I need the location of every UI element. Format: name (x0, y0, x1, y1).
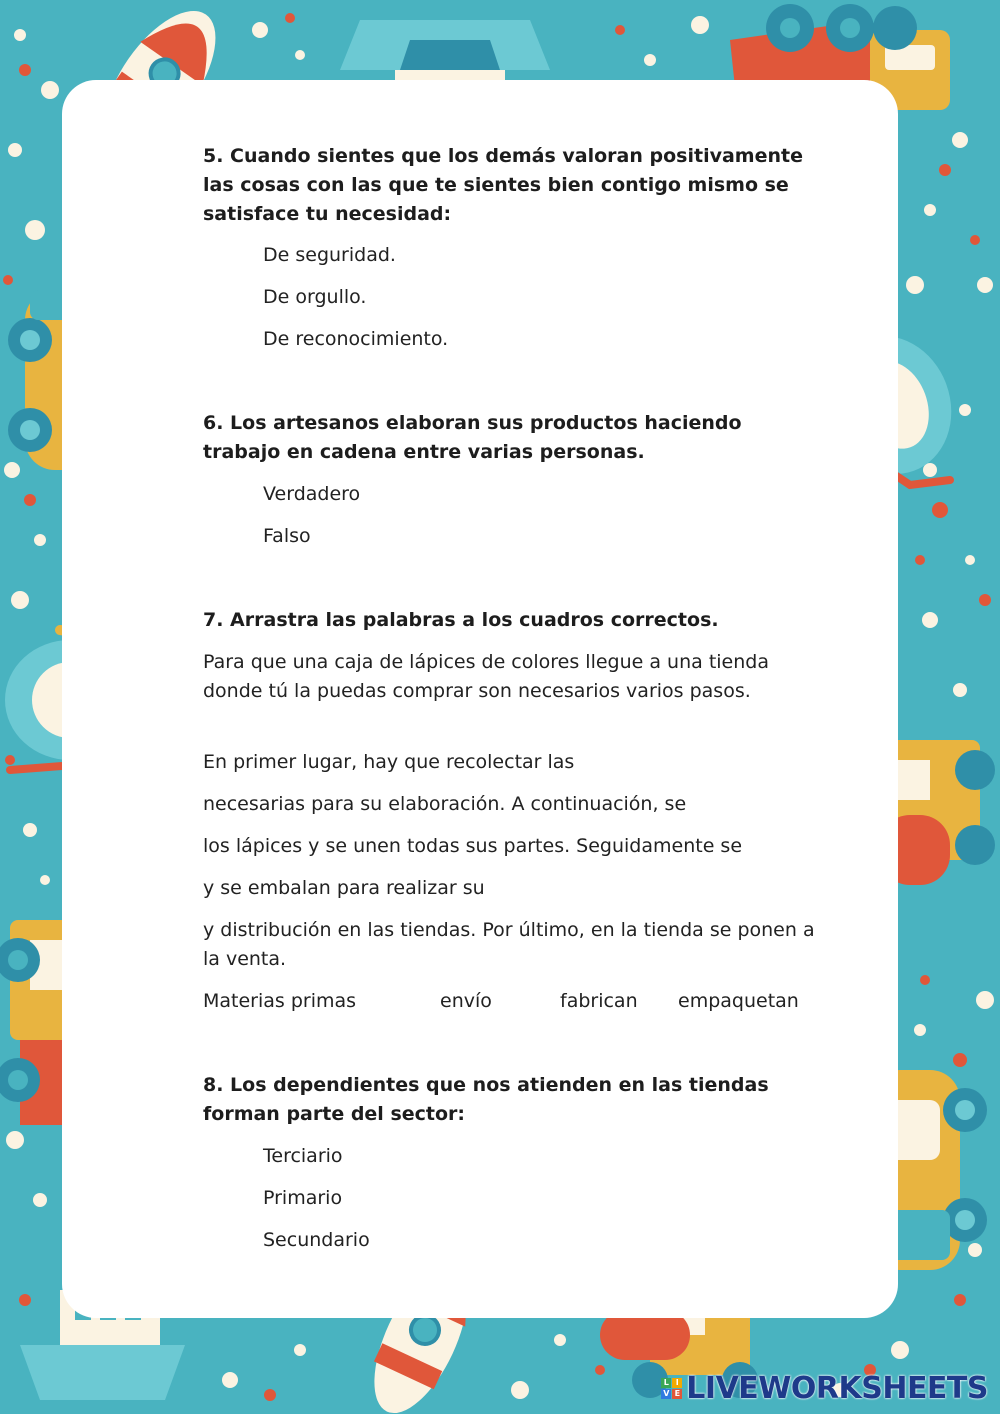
question-7-line-2: necesarias para su elaboración. A continuación, se (203, 793, 687, 815)
question-5-option-3[interactable]: De reconocimiento. (263, 328, 449, 350)
question-6-option-true[interactable]: Verdadero (263, 483, 361, 505)
drag-word-materias-primas[interactable]: Materias primas (203, 990, 357, 1012)
question-7-title: 7. Arrastra las palabras a los cuadros correctos. (203, 609, 719, 631)
question-7-line-4: y se embalan para realizar su (203, 877, 485, 899)
drag-word-fabrican[interactable]: fabrican (560, 990, 638, 1012)
question-7-intro: Para que una caja de lápices de colores llegue a una tienda donde tú la puedas comprar son necesarios varios pasos. (203, 651, 769, 702)
question-5-title: 5. Cuando sientes que los demás valoran positivamente las cosas con las que te sientes bien contigo mismo se satisface tu necesidad: (203, 145, 803, 225)
question-8-option-1[interactable]: Terciario (263, 1145, 343, 1167)
question-7-line-5: y distribución en las tiendas. Por último, en la tienda se ponen a la venta. (203, 919, 815, 970)
question-8-option-2[interactable]: Primario (263, 1187, 343, 1209)
liveworksheets-logo-icon: L I V E (661, 1378, 682, 1399)
liveworksheets-brand[interactable] (661, 1371, 988, 1406)
question-8-option-3[interactable]: Secundario (263, 1229, 370, 1251)
drag-word-empaquetan[interactable]: empaquetan (678, 990, 799, 1012)
question-5-option-2[interactable]: De orgullo. (263, 286, 367, 308)
question-8-title: 8. Los dependientes que nos atienden en las tiendas forman parte del sector: (203, 1074, 769, 1125)
question-7-line-3: los lápices y se unen todas sus partes. Seguidamente se (203, 835, 743, 857)
question-5-option-1[interactable]: De seguridad. (263, 244, 396, 266)
question-7-line-1: En primer lugar, hay que recolectar las (203, 751, 575, 773)
liveworksheets-wordmark: LIVEWORKSHEETS (686, 1371, 988, 1406)
question-6-option-false[interactable]: Falso (263, 525, 311, 547)
drag-word-envio[interactable]: envío (440, 990, 492, 1012)
question-6-title: 6. Los artesanos elaboran sus productos haciendo trabajo en cadena entre varias personas. (203, 412, 742, 463)
